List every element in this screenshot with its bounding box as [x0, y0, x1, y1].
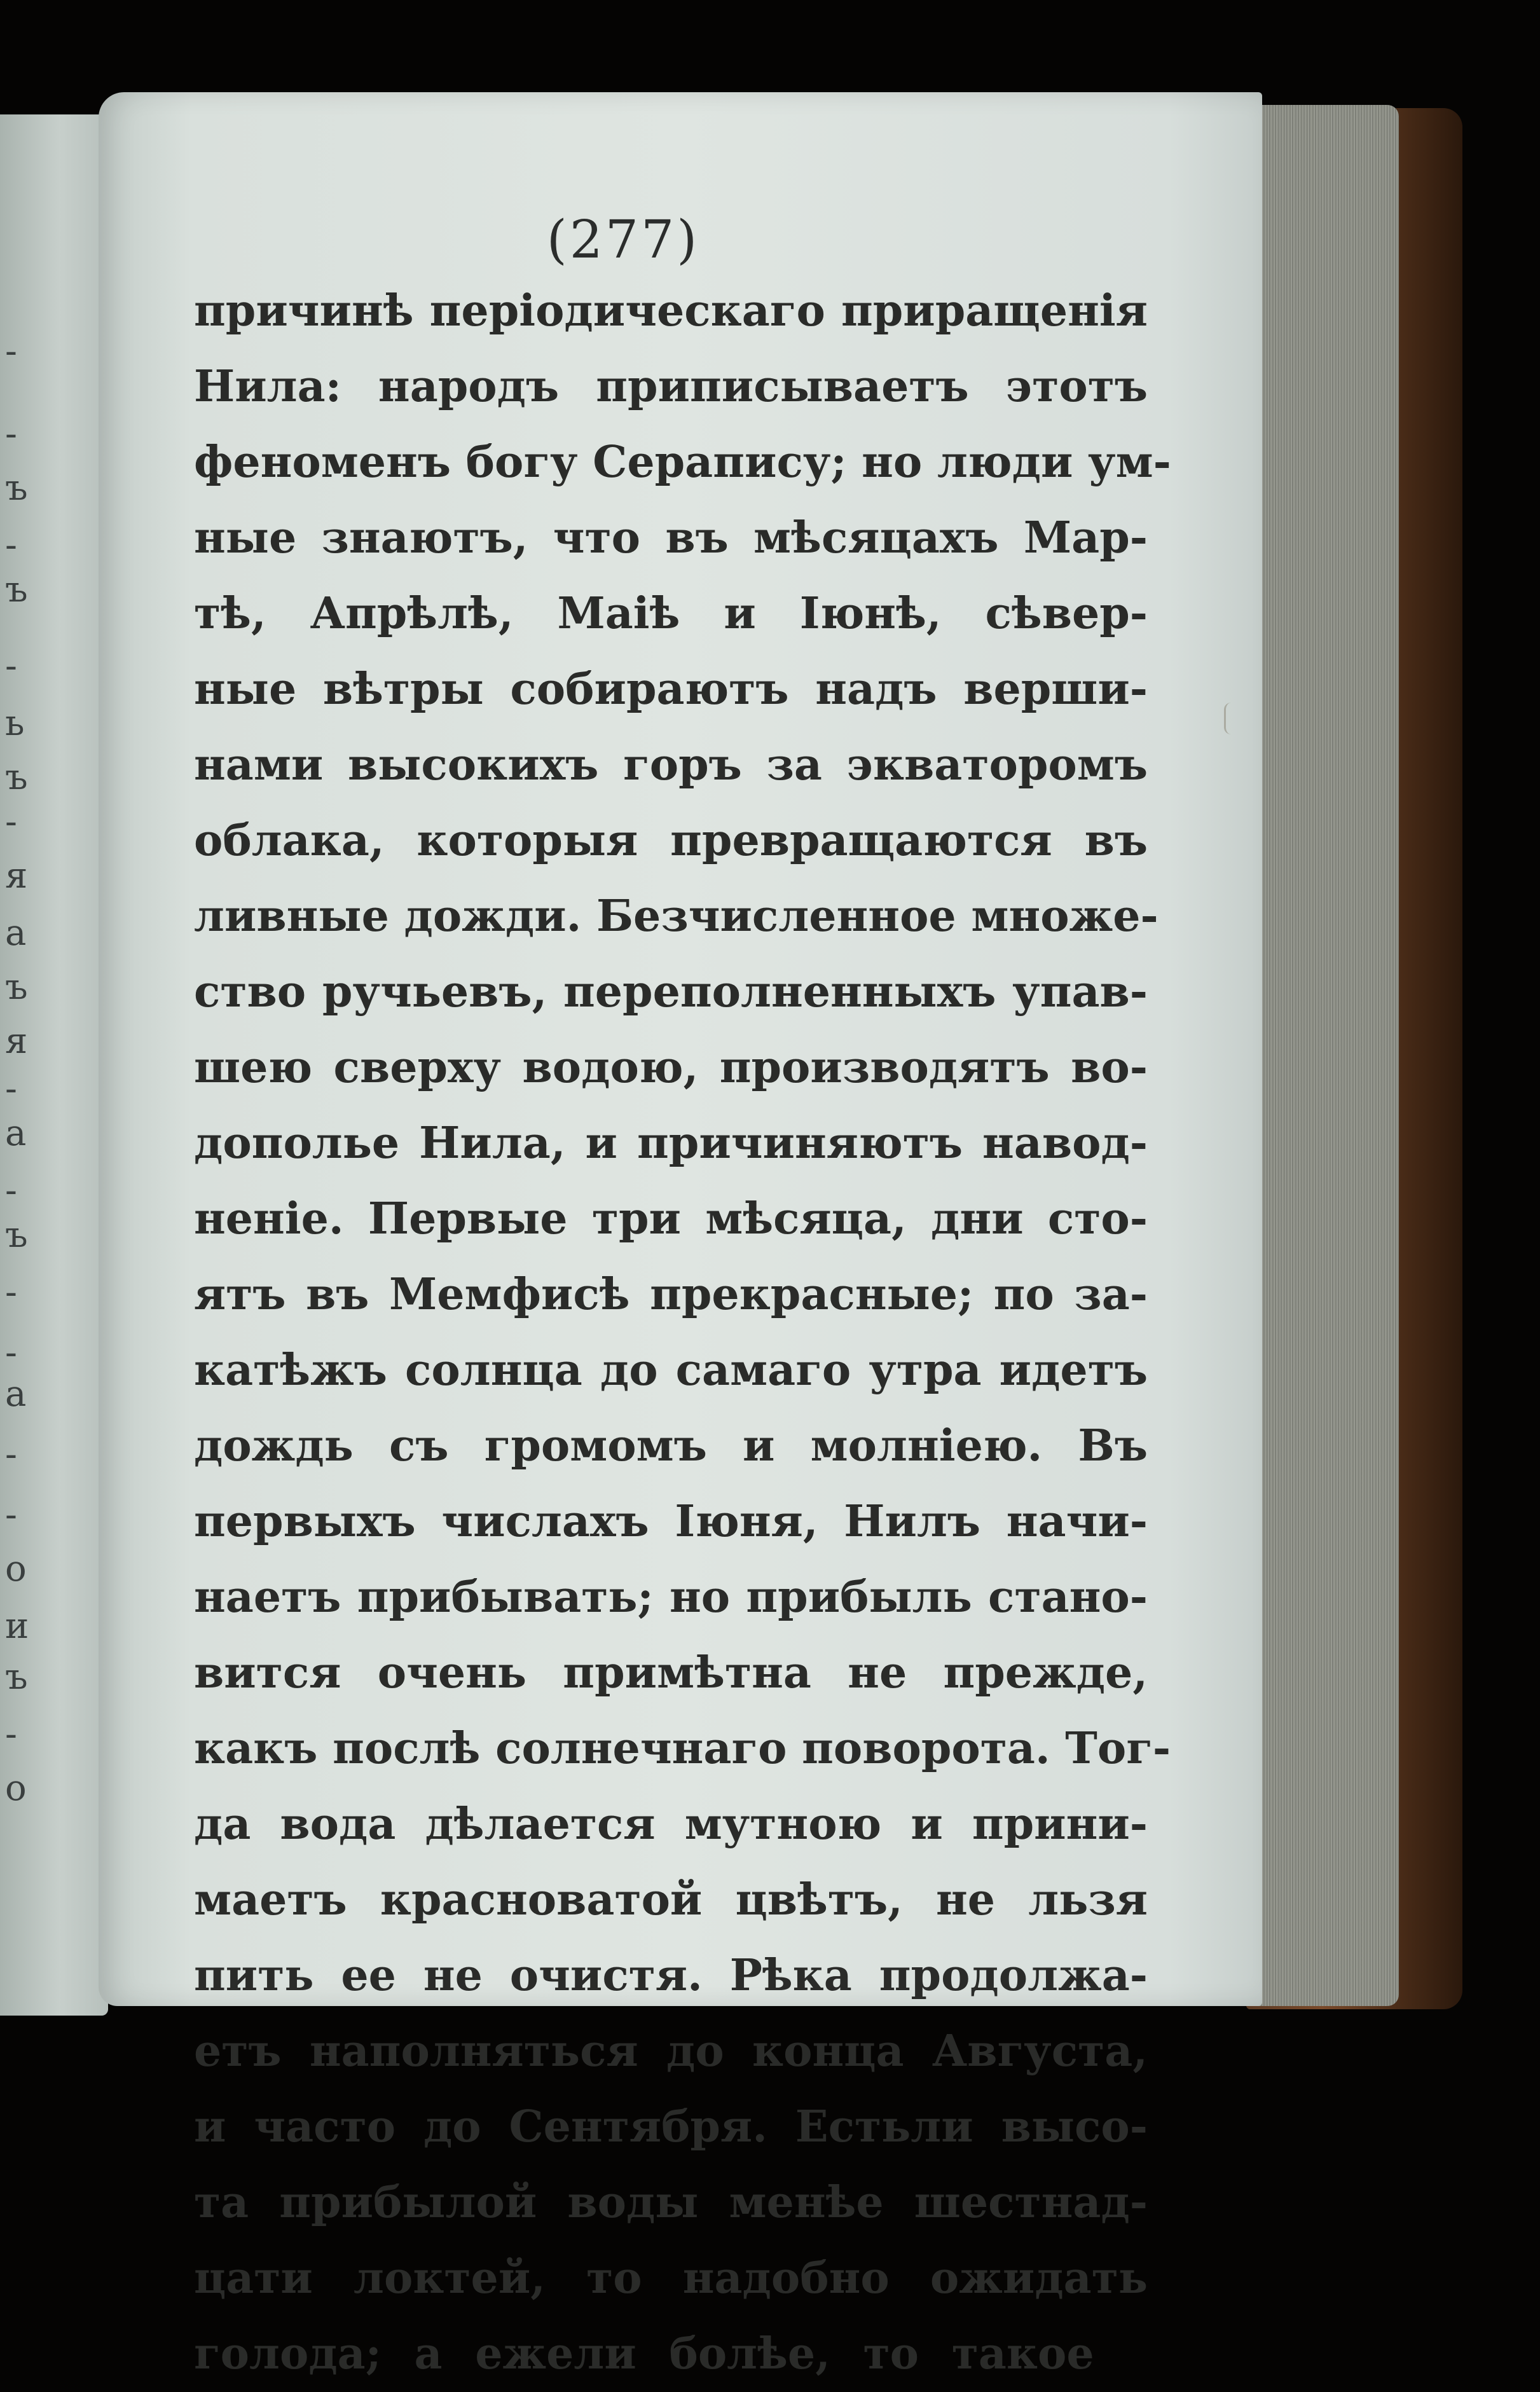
left-fragment: я	[5, 855, 28, 897]
left-fragment: а	[5, 1113, 27, 1154]
text-line: тѣ, Апрѣлѣ, Маіѣ и Іюнѣ, сѣвер-	[194, 588, 1148, 639]
page-edges	[1246, 105, 1399, 2006]
text-line: ливные дожди. Безчисленное множе-	[194, 891, 1158, 942]
text-line: катѣжъ солнца до самаго утра идетъ	[194, 1345, 1148, 1396]
text-line: пить ее не очистя. Рѣка продолжа-	[194, 1950, 1148, 2001]
text-line: причинѣ періодическаго приращенія	[194, 285, 1148, 336]
text-line: дополье Нила, и причиняютъ навод-	[194, 1118, 1148, 1169]
left-fragment: -	[5, 1170, 17, 1211]
left-fragment: ъ	[5, 966, 28, 1008]
left-fragment: -	[5, 525, 17, 566]
text-line: та прибылой воды менѣе шестнад-	[194, 2177, 1148, 2228]
text-line: ные вѣтры собираютъ надъ верши-	[194, 664, 1148, 715]
text-line: маетъ красноватой цвѣтъ, не льзя	[194, 1874, 1148, 1925]
page-number: (277)	[546, 210, 700, 270]
left-fragment: -	[5, 1068, 17, 1110]
text-line: нами высокихъ горъ за экваторомъ	[194, 739, 1148, 790]
left-fragment: -	[5, 1272, 17, 1313]
left-fragment: ъ	[5, 569, 28, 610]
left-fragment: -	[5, 1434, 17, 1475]
text-line: да вода дѣлается мутною и прини-	[194, 1799, 1148, 1850]
left-fragment: -	[5, 1714, 17, 1755]
left-fragment: -	[5, 413, 17, 455]
text-line: облака, которыя превращаются въ	[194, 815, 1148, 866]
body-text	[194, 273, 1171, 2392]
left-fragment: ъ	[5, 1214, 28, 1256]
pencil-mark	[1224, 703, 1231, 734]
text-line: Нила: народъ приписываетъ этотъ	[194, 361, 1148, 412]
text-line: шею сверху водою, производятъ во-	[194, 1042, 1148, 1093]
text-line: ятъ въ Мемфисѣ прекрасные; по за-	[194, 1269, 1148, 1320]
left-fragment: -	[5, 1494, 17, 1536]
text-line: цати локтей, то надобно ожидать	[194, 2253, 1148, 2304]
left-fragment: -	[5, 801, 17, 842]
left-fragment: ъ	[5, 757, 28, 798]
left-fragment: а	[5, 1373, 27, 1415]
text-line: какъ послѣ солнечнаго поворота. Тог-	[194, 1723, 1171, 1774]
left-fragment: а	[5, 912, 27, 954]
text-line: феноменъ богу Серапису; но люди ум-	[194, 437, 1171, 488]
left-page-margin	[0, 114, 108, 2016]
text-line: вится очень примѣтна не прежде,	[194, 1647, 1148, 1698]
left-fragment: о	[5, 1548, 27, 1590]
text-line: ные знаютъ, что въ мѣсяцахъ Мар-	[194, 512, 1148, 563]
text-line: дождь съ громомъ и молніею. Въ	[194, 1420, 1148, 1471]
left-fragment: ъ	[5, 1656, 28, 1698]
left-fragment: о	[5, 1768, 27, 1809]
text-line: и часто до Сентября. Естьли высо-	[194, 2101, 1148, 2152]
text-line: наетъ прибывать; но прибыль стано-	[194, 1572, 1148, 1623]
left-fragment: -	[5, 645, 17, 687]
text-line: первыхъ числахъ Іюня, Нилъ начи-	[194, 1496, 1148, 1547]
left-fragment: ь	[5, 703, 25, 744]
book-page	[99, 92, 1262, 2379]
text-line: ство ручьевъ, переполненныхъ упав-	[194, 966, 1148, 1017]
left-fragment: и	[5, 1605, 29, 1647]
left-fragment: -	[5, 331, 17, 372]
text-line: голода; а ежели болѣе, то такое	[194, 2328, 1094, 2379]
text-line: неніе. Первые три мѣсяца, дни сто-	[194, 1193, 1148, 1244]
left-fragment: -	[5, 1332, 17, 1373]
left-fragment: ъ	[5, 467, 28, 509]
text-line: етъ наполняться до конца Августа,	[194, 2026, 1148, 2077]
left-fragment: я	[5, 1021, 28, 1062]
